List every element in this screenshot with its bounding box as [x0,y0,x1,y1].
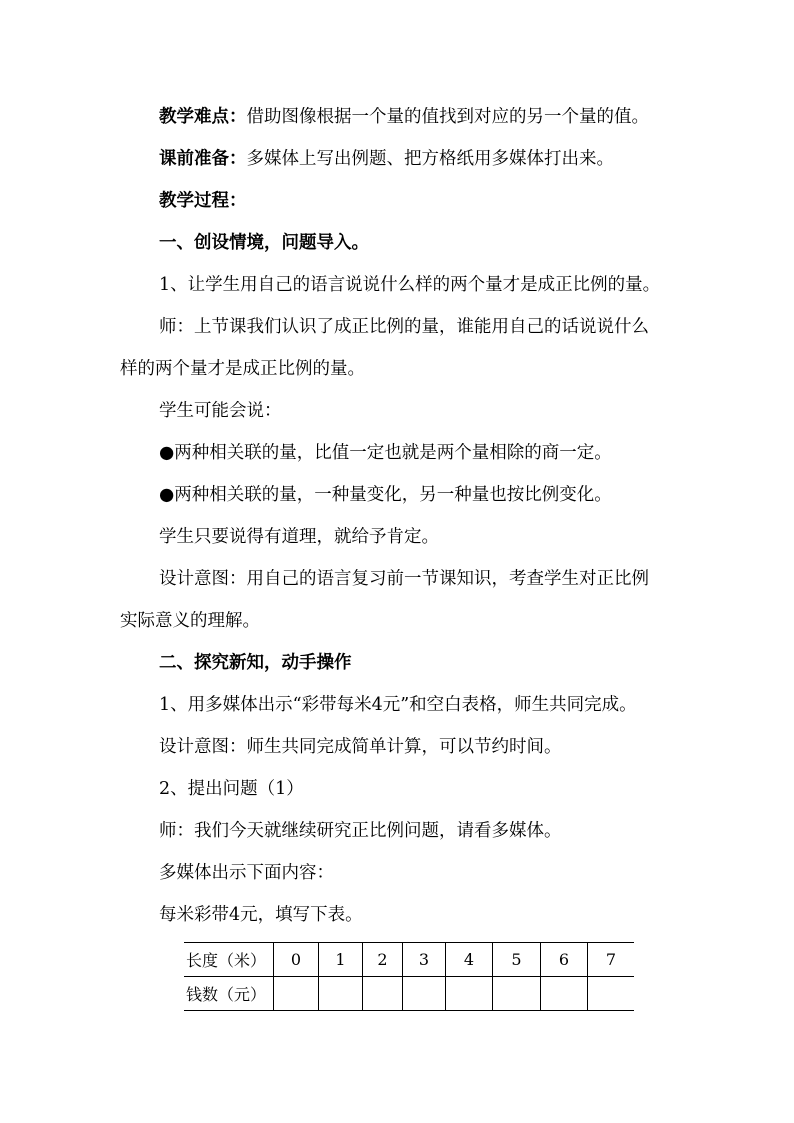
section1-item1: 1、让学生用自己的语言说说什么样的两个量才是成正比例的量。 [159,275,661,295]
affirm-line: 学生只要说得有道理，就给予肯定。 [159,527,439,547]
design-intent-line2: 实际意义的理解。 [120,611,260,631]
cost-row-header: 钱数（元） [184,977,274,1011]
bullet-answer-1: ●两种相关联的量，比值一定也就是两个量相除的商一定。 [159,443,612,463]
length-cell: 3 [403,943,446,977]
section2-heading: 二、探究新知，动手操作 [159,653,352,673]
teaching-difficulty [159,104,719,130]
teaching-difficulty-text: 借助图像根据一个量的值找到对应的另一个量的值。 [246,107,649,127]
cost-cell[interactable] [446,977,493,1011]
lesson-preparation-label: 课前准备： [159,149,247,169]
length-row-header: 长度（米） [184,943,274,977]
cost-cell[interactable] [319,977,363,1011]
length-cost-table [184,942,634,1011]
length-cell: 5 [493,943,541,977]
teacher-question-line2: 样的两个量才是成正比例的量。 [120,359,365,379]
length-cell: 7 [588,943,635,977]
cost-cell[interactable] [588,977,635,1011]
cost-cell[interactable] [541,977,588,1011]
teaching-process-heading: 教学过程： [159,191,247,211]
teacher-question-line1: 师：上节课我们认识了成正比例的量，谁能用自己的话说说什么 [159,317,649,337]
teaching-difficulty-label: 教学难点： [159,107,247,127]
cost-row [184,977,634,1011]
teacher-statement: 师：我们今天就继续研究正比例问题，请看多媒体。 [159,821,562,841]
length-cell: 0 [274,943,319,977]
length-cell: 1 [319,943,363,977]
cost-cell[interactable] [493,977,541,1011]
cost-cell[interactable] [363,977,403,1011]
length-cell: 6 [541,943,588,977]
section2-item2: 2、提出问题（1） [159,779,304,799]
students-may-say: 学生可能会说： [159,401,282,421]
section2-item1: 1、用多媒体出示“彩带每米4元”和空白表格，师生共同完成。 [159,695,637,715]
media-shows: 多媒体出示下面内容： [159,863,334,883]
length-cell: 4 [446,943,493,977]
length-cell: 2 [363,943,403,977]
cost-cell[interactable] [403,977,446,1011]
lesson-preparation [159,146,719,172]
length-row [184,943,634,977]
fill-table-task: 每米彩带4元，填写下表。 [159,905,363,925]
cost-cell[interactable] [274,977,319,1011]
design-intent-line1: 设计意图：用自己的语言复习前一节课知识，考查学生对正比例 [159,569,649,589]
section1-heading: 一、创设情境，问题导入。 [159,233,369,253]
lesson-preparation-text: 多媒体上写出例题、把方格纸用多媒体打出来。 [246,149,614,169]
section2-design-intent: 设计意图：师生共同完成简单计算，可以节约时间。 [159,737,562,757]
bullet-answer-2: ●两种相关联的量，一种量变化，另一种量也按比例变化。 [159,485,612,505]
